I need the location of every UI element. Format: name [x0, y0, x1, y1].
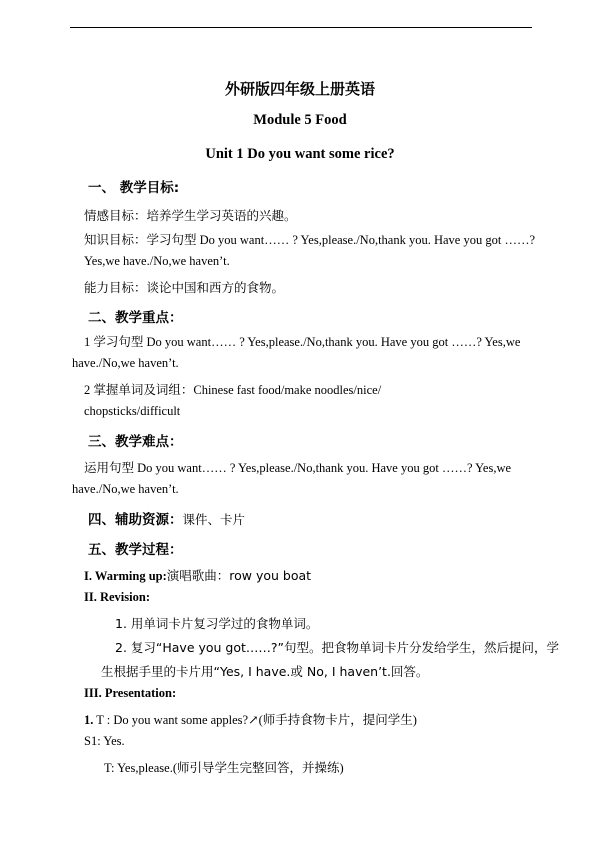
unit-title: Unit 1 Do you want some rice?: [205, 146, 395, 162]
presentation-teacher-guide: T: Yes,please.(师引导学生完整回答，并操练): [104, 761, 344, 775]
warming-up-text: 演唱歌曲：row you boat: [166, 568, 312, 583]
warming-up: [84, 566, 311, 584]
difficulty-line2: have./No,we haven’t.: [72, 482, 179, 496]
difficulty-line1: 运用句型 Do you want…… ? Yes,please./No,thank you. Have you got ……? Yes,we: [84, 461, 512, 475]
resources-value: 课件、卡片: [182, 512, 246, 527]
module-title: Module 5 Food: [253, 112, 347, 128]
key-point-1-line1: 1 学习句型 Do you want…… ? Yes,please./No,thank you. Have you got ……? Yes,we: [84, 335, 521, 349]
revision-item-1: 1. 用单词卡片复习学过的食物单词。: [115, 616, 319, 631]
section-heading-goals: 一、 教学目标:: [88, 180, 180, 196]
presentation-label: III. Presentation:: [84, 686, 177, 700]
section-heading-resources: 四、辅助资源：: [88, 512, 183, 528]
key-point-2-line2: chopsticks/difficult: [84, 404, 181, 418]
revision-label: II. Revision:: [84, 590, 150, 604]
header-rule: [70, 27, 532, 28]
document-title: 外研版四年级上册英语: [224, 80, 375, 98]
section-heading-process: 五、教学过程：: [88, 542, 183, 558]
presentation-student-answer: S1: Yes.: [84, 734, 125, 748]
warming-up-label: I. Warming up:: [84, 569, 167, 583]
goal-knowledge-line2: Yes,we have./No,we haven’t.: [84, 254, 230, 268]
section-resources: [88, 508, 245, 528]
revision-item-2-line2: 生根据手里的卡片用“Yes, I have.或 No, I haven’t.回答。: [101, 664, 429, 679]
section-heading-difficulties: 三、教学难点：: [88, 434, 183, 450]
goal-ability: 能力目标：谈论中国和西方的食物。: [84, 280, 285, 295]
presentation-teacher-question: T : Do you want some apples?↗(师手持食物卡片，提问学生): [93, 713, 417, 727]
key-point-1-line2: have./No,we haven’t.: [72, 356, 179, 370]
section-heading-key-points: 二、教学重点：: [88, 310, 183, 326]
goal-emotion: 情感目标：培养学生学习英语的兴趣。: [84, 208, 297, 223]
key-point-2-line1: 2 掌握单词及词组：Chinese fast food/make noodles/nice/: [84, 383, 382, 397]
presentation-item-number: 1.: [84, 713, 94, 727]
goal-knowledge-line1: 知识目标：学习句型 Do you want…… ? Yes,please./No,thank you. Have you got ……?: [84, 233, 535, 247]
presentation-item-1: [84, 710, 417, 728]
revision-item-2-line1: 2. 复习“Have you got……?”句型。把食物单词卡片分发给学生，然后提问，学: [115, 640, 560, 655]
